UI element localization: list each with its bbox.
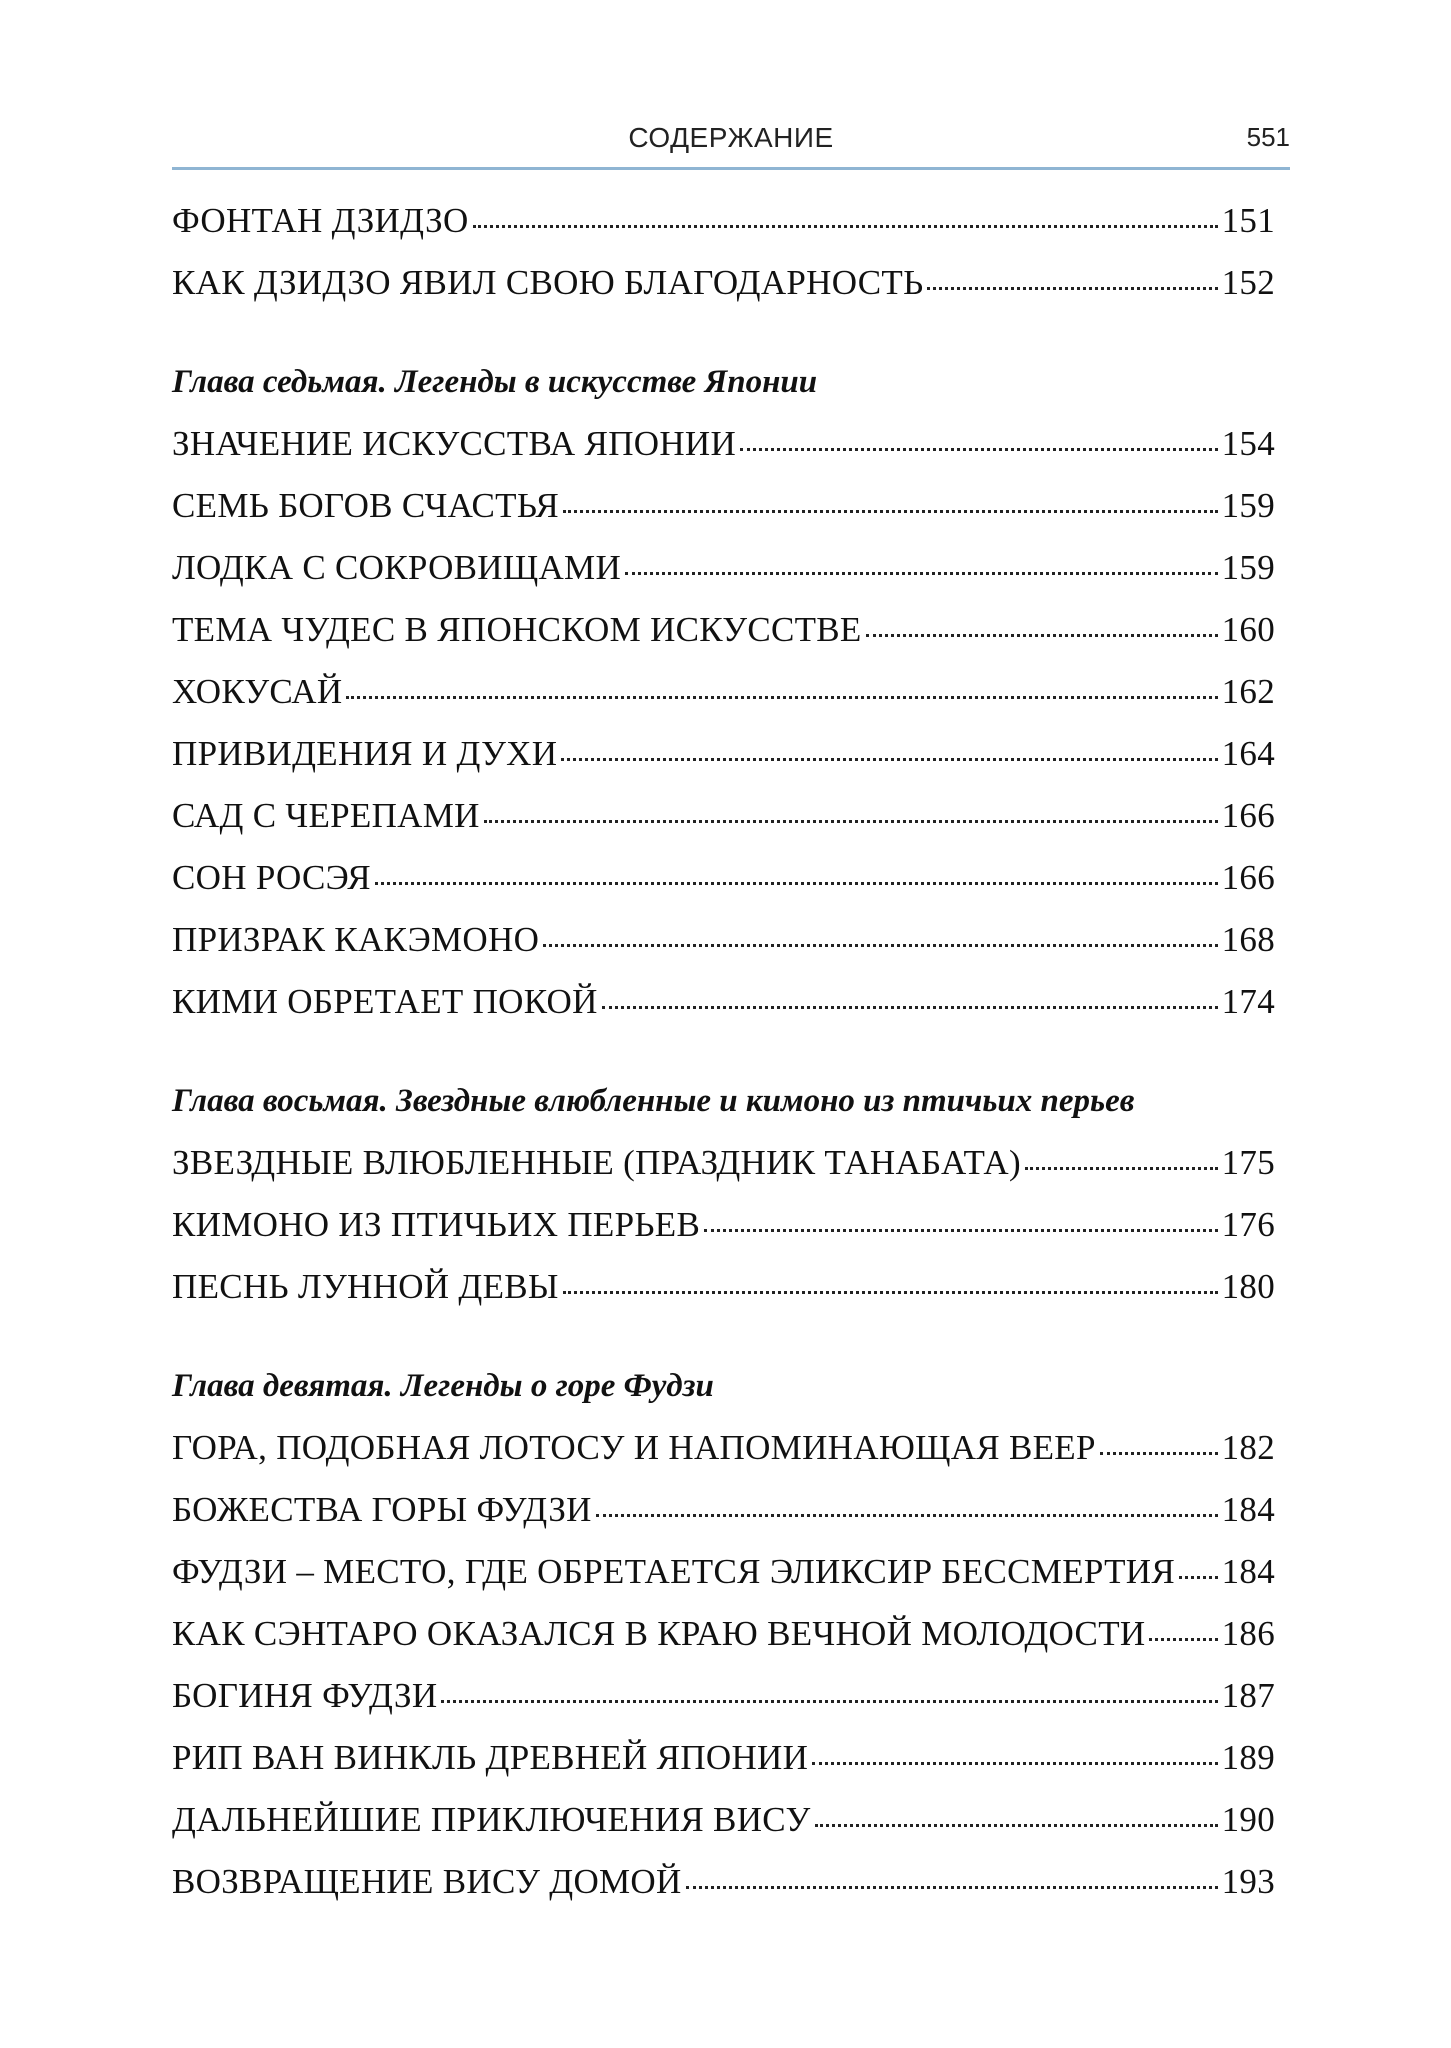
toc-entry-page: 159 <box>1221 486 1275 525</box>
toc-entry[interactable] <box>172 785 1275 847</box>
toc-entry-title: РИП ВАН ВИНКЛЬ ДРЕВНЕЙ ЯПОНИИ <box>172 1738 809 1777</box>
toc-entry[interactable] <box>172 1194 1275 1256</box>
dot-leader <box>596 1514 1218 1517</box>
dot-leader <box>815 1824 1218 1827</box>
dot-leader <box>346 696 1217 699</box>
toc-entry-page: 175 <box>1221 1143 1275 1182</box>
toc-entry-title: ХОКУСАЙ <box>172 672 343 711</box>
toc-entry[interactable] <box>172 1665 1275 1727</box>
dot-leader <box>704 1229 1217 1232</box>
toc-entry-page: 164 <box>1221 734 1275 773</box>
dot-leader <box>1179 1576 1218 1579</box>
dot-leader <box>812 1762 1217 1765</box>
toc-entry-page: 166 <box>1221 858 1275 897</box>
toc-entry-title: СОН РОСЭЯ <box>172 858 371 897</box>
toc-entry-page: 193 <box>1221 1862 1275 1901</box>
toc-entry[interactable] <box>172 1256 1275 1318</box>
toc-entry-title: САД С ЧЕРЕПАМИ <box>172 796 480 835</box>
dot-leader <box>927 287 1217 290</box>
toc-entry-title: ФУДЗИ – МЕСТО, ГДЕ ОБРЕТАЕТСЯ ЭЛИКСИР БЕССМЕРТИЯ <box>172 1552 1175 1591</box>
toc-entry[interactable] <box>172 537 1275 599</box>
toc-entry-title: КАК СЭНТАРО ОКАЗАЛСЯ В КРАЮ ВЕЧНОЙ МОЛОДОСТИ <box>172 1614 1146 1653</box>
toc-entry-page: 152 <box>1221 263 1275 302</box>
toc-entry-title: ДАЛЬНЕЙШИЕ ПРИКЛЮЧЕНИЯ ВИСУ <box>172 1800 811 1839</box>
toc-entry-page: 190 <box>1221 1800 1275 1839</box>
toc-entry-page: 154 <box>1221 424 1275 463</box>
toc-entry[interactable] <box>172 1789 1275 1851</box>
toc-entry[interactable] <box>172 971 1275 1033</box>
toc-entry[interactable] <box>172 661 1275 723</box>
dot-leader <box>563 510 1218 513</box>
chapter-heading: Глава восьмая. Звездные влюбленные и кимоно из птичьих перьев <box>172 1083 1135 1119</box>
toc-entry-page: 151 <box>1221 201 1275 240</box>
toc-entry-title: БОЖЕСТВА ГОРЫ ФУДЗИ <box>172 1490 592 1529</box>
toc-entry-page: 160 <box>1221 610 1275 649</box>
toc-entry[interactable] <box>172 847 1275 909</box>
toc-entry-title: КИМОНО ИЗ ПТИЧЬИХ ПЕРЬЕВ <box>172 1205 701 1244</box>
toc-entry[interactable] <box>172 413 1275 475</box>
dot-leader <box>602 1006 1218 1009</box>
toc-entry[interactable] <box>172 1479 1275 1541</box>
toc-entry[interactable] <box>172 909 1275 971</box>
dot-leader <box>1025 1167 1218 1170</box>
dot-leader <box>1100 1452 1218 1455</box>
toc-entry-page: 187 <box>1221 1676 1275 1715</box>
toc-entry[interactable] <box>172 1603 1275 1665</box>
chapter-heading: Глава девятая. Легенды о горе Фудзи <box>172 1368 714 1404</box>
dot-leader <box>561 758 1217 761</box>
toc-entry-page: 186 <box>1221 1614 1275 1653</box>
page-number: 551 <box>1246 122 1290 152</box>
toc-entry-page: 176 <box>1221 1205 1275 1244</box>
toc-entry[interactable] <box>172 475 1275 537</box>
toc-entry-title: ПЕСНЬ ЛУННОЙ ДЕВЫ <box>172 1267 559 1306</box>
dot-leader <box>441 1700 1217 1703</box>
chapter-heading: Глава седьмая. Легенды в искусстве Японии <box>172 364 818 400</box>
toc-entry-title: ГОРА, ПОДОБНАЯ ЛОТОСУ И НАПОМИНАЮЩАЯ ВЕЕР <box>172 1428 1096 1467</box>
toc-entry[interactable] <box>172 252 1275 314</box>
toc-entry-title: ЗНАЧЕНИЕ ИСКУССТВА ЯПОНИИ <box>172 424 737 463</box>
table-of-contents <box>172 190 1275 1913</box>
dot-leader <box>740 448 1218 451</box>
toc-entry-title: БОГИНЯ ФУДЗИ <box>172 1676 438 1715</box>
toc-entry-page: 189 <box>1221 1738 1275 1777</box>
dot-leader <box>686 1886 1218 1889</box>
toc-entry-page: 162 <box>1221 672 1275 711</box>
toc-entry-title: ВОЗВРАЩЕНИЕ ВИСУ ДОМОЙ <box>172 1862 682 1901</box>
toc-entry-title: ЛОДКА С СОКРОВИЩАМИ <box>172 548 622 587</box>
toc-entry[interactable] <box>172 1727 1275 1789</box>
toc-entry-title: ПРИЗРАК КАКЭМОНО <box>172 920 540 959</box>
toc-entry[interactable] <box>172 190 1275 252</box>
toc-entry[interactable] <box>172 1132 1275 1194</box>
toc-entry[interactable] <box>172 599 1275 661</box>
dot-leader <box>563 1291 1218 1294</box>
toc-entry[interactable] <box>172 1541 1275 1603</box>
toc-entry-title: КАК ДЗИДЗО ЯВИЛ СВОЮ БЛАГОДАРНОСТЬ <box>172 263 924 302</box>
toc-entry-page: 166 <box>1221 796 1275 835</box>
toc-entry-page: 159 <box>1221 548 1275 587</box>
toc-entry-page: 182 <box>1221 1428 1275 1467</box>
toc-entry-title: ПРИВИДЕНИЯ И ДУХИ <box>172 734 558 773</box>
toc-entry-title: ТЕМА ЧУДЕС В ЯПОНСКОМ ИСКУССТВЕ <box>172 610 862 649</box>
toc-entry[interactable] <box>172 1851 1275 1913</box>
toc-entry[interactable] <box>172 1417 1275 1479</box>
dot-leader <box>543 944 1217 947</box>
dot-leader <box>484 820 1218 823</box>
toc-entry-page: 184 <box>1221 1552 1275 1591</box>
dot-leader <box>375 882 1218 885</box>
toc-entry-title: КИМИ ОБРЕТАЕТ ПОКОЙ <box>172 982 598 1021</box>
toc-entry-page: 184 <box>1221 1490 1275 1529</box>
header-rule <box>172 167 1290 170</box>
toc-entry-title: ФОНТАН ДЗИДЗО <box>172 201 469 240</box>
dot-leader <box>625 572 1218 575</box>
dot-leader <box>866 634 1218 637</box>
page-header <box>172 118 1290 162</box>
dot-leader <box>1149 1638 1217 1641</box>
toc-entry-title: СЕМЬ БОГОВ СЧАСТЬЯ <box>172 486 560 525</box>
toc-entry-title: ЗВЕЗДНЫЕ ВЛЮБЛЕННЫЕ (ПРАЗДНИК ТАНАБАТА) <box>172 1143 1021 1182</box>
toc-entry-page: 168 <box>1221 920 1275 959</box>
toc-entry-page: 180 <box>1221 1267 1275 1306</box>
running-title: СОДЕРЖАНИЕ <box>628 122 834 153</box>
toc-entry-page: 174 <box>1221 982 1275 1021</box>
dot-leader <box>473 225 1218 228</box>
toc-entry[interactable] <box>172 723 1275 785</box>
